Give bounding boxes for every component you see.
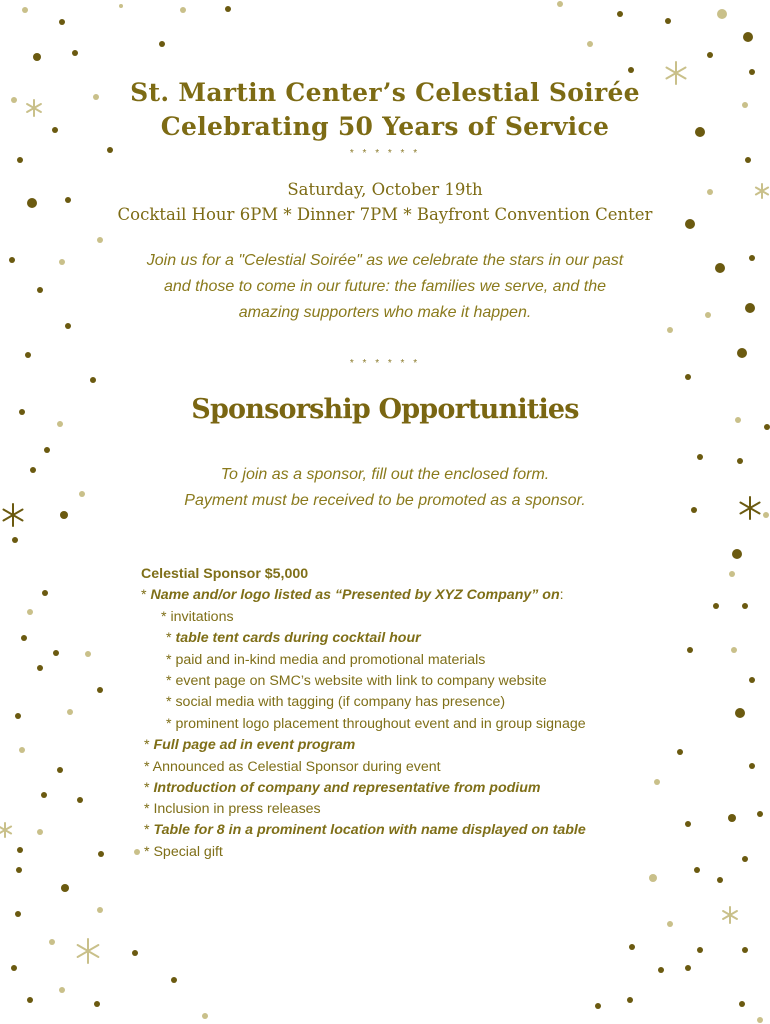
benefit-text: table tent cards during cocktail hour <box>175 630 421 646</box>
benefit-introduction <box>144 780 541 796</box>
intro-line: Join us for a "Celestial Soirée" as we celebrate the stars in our past <box>146 252 624 269</box>
sponsor-level-title: Celestial Sponsor $5,000 <box>141 566 309 582</box>
benefit-press: * Inclusion in press releases <box>144 801 321 817</box>
benefit-text: Name and/or logo listed as “Presented by XYZ Company” on <box>150 587 560 603</box>
event-date: Saturday, October 19th <box>287 180 483 199</box>
colon: : <box>559 587 564 603</box>
event-title: St. Martin Center’s Celestial Soirée <box>130 78 640 107</box>
star-separator: * * * * * * <box>349 358 421 369</box>
benefit-text: Introduction of company and representative from podium <box>153 780 541 796</box>
sub-benefit-media: * paid and in-kind media and promotional materials <box>166 652 486 668</box>
benefit-gift: * Special gift <box>144 844 223 860</box>
event-subtitle: Celebrating 50 Years of Service <box>160 112 610 141</box>
sponsor-instructions <box>110 462 660 514</box>
benefit-text: Full page ad in event program <box>153 737 356 753</box>
benefit-announced: * Announced as Celestial Sponsor during event <box>144 759 441 775</box>
instruction-line: To join as a sponsor, fill out the enclosed form. <box>220 466 550 483</box>
sponsorship-heading: Sponsorship Opportunities <box>191 394 579 425</box>
sub-benefit-logo-placement: * prominent logo placement throughout event and in group signage <box>166 716 586 732</box>
instruction-line: Payment must be received to be promoted as a sponsor. <box>184 492 586 509</box>
sub-benefit-social: * social media with tagging (if company has presence) <box>166 694 506 710</box>
intro-line: amazing supporters who make it happen. <box>238 304 532 321</box>
intro-line: and those to come in our future: the families we serve, and the <box>163 278 607 295</box>
benefit-name-logo <box>141 587 564 603</box>
sub-benefit-invitations: * invitations <box>161 609 234 625</box>
sub-benefit-tent-cards <box>166 630 421 646</box>
benefit-full-page-ad <box>144 737 355 753</box>
star-separator: * * * * * * <box>349 148 421 159</box>
bullet: * <box>141 587 151 603</box>
bullet: * <box>144 737 154 753</box>
bullet: * <box>144 780 154 796</box>
bullet: * <box>166 630 176 646</box>
benefit-text: Table for 8 in a prominent location with name displayed on table <box>153 822 586 838</box>
bullet: * <box>144 822 154 838</box>
event-details: Cocktail Hour 6PM * Dinner 7PM * Bayfront Convention Center <box>117 205 653 224</box>
sub-benefit-event-page: * event page on SMC’s website with link to company website <box>166 673 547 689</box>
intro-paragraph <box>110 248 660 326</box>
benefit-table <box>144 822 586 838</box>
